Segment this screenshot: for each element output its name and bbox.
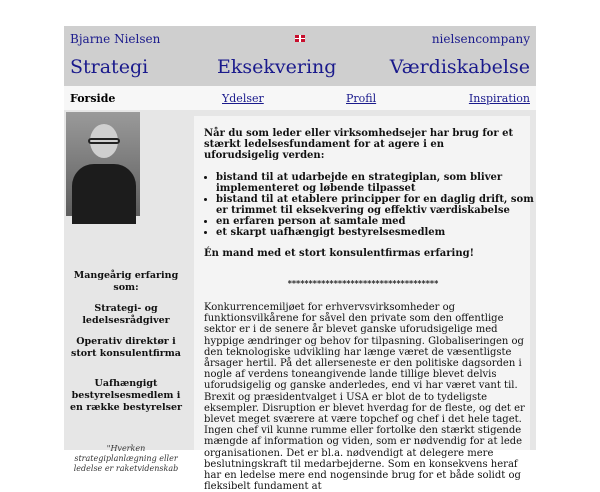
- service-list: [204, 172, 536, 238]
- sidebar-role-director: Operativ direktør i stort konsulentfirma: [71, 336, 181, 359]
- sidebar-role-advisor: Strategi- og ledelsesrådgiver: [82, 303, 170, 326]
- content-box: [194, 116, 534, 492]
- intro-text: Når du som leder eller virksomhedsejer har brug for et stærkt ledelsesfundament for at agere i en uforudsigelig verden:: [204, 128, 514, 161]
- sidebar: [64, 110, 188, 473]
- star-divider: ************************************: [287, 278, 439, 288]
- nav-item-forside[interactable]: Forside: [70, 92, 116, 105]
- sidebar-quote: "Hverken strategiplanlægning eller ledelse er raketvidenskab: [73, 444, 179, 473]
- list-item: • bistand til at etablere principper for en daglig drift, som er trimmet til eksekvering og effektiv værdiskabelse: [216, 194, 536, 216]
- list-item: • bistand til at udarbejde en strategiplan, som bliver implementeret og løbende tilpasset: [216, 172, 536, 194]
- site-header: [64, 26, 536, 86]
- nav-link-inspiration[interactable]: Inspiration: [468, 92, 530, 105]
- main-nav: [64, 86, 536, 110]
- uk-flag-icon[interactable]: [295, 35, 305, 42]
- sidebar-role-board: Uafhængigt bestyrelsesmedlem i en række bestyrelser: [69, 378, 183, 413]
- list-item: • en erfaren person at samtale med: [216, 216, 536, 227]
- owner-name[interactable]: Bjarne Nielsen: [70, 32, 161, 46]
- tagline-strategi: Strategi: [70, 56, 149, 78]
- portrait-photo: [66, 112, 140, 216]
- main-tagline: Én mand med et stort konsulentfirmas erfaring!: [204, 248, 475, 259]
- tagline-vaerdiskabelse: Værdiskabelse: [389, 56, 530, 78]
- sidebar-experience-heading: Mangeårig erfaring som:: [73, 270, 179, 293]
- company-name[interactable]: nielsencompany: [431, 32, 530, 46]
- list-item: • et skarpt uafhængigt bestyrelsesmedlem: [216, 227, 536, 238]
- main-content: [188, 110, 536, 492]
- tagline-eksekvering: Eksekvering: [217, 56, 337, 78]
- nav-link-profil[interactable]: Profil: [346, 92, 377, 105]
- body-paragraph: Konkurrencemiljøet for erhvervsvirksomheder og funktionsvilkårene for såvel den private som den offentlige sektor er i de senere år blevet ganske uforudsigelige med hyppige ændringer og behov for tilpasning. Globaliseringen og den teknologiske udvikling har længe været de væsentligste årsager hertil. På det allerseneste er den politiske dagsorden i nogle af verdens toneangivende lande tillige blevet delvis uforudsigelig og ganske anderledes, end vi har været vant til. Brexit og præsidentvalget i USA er blot de to tydeligste eksempler. Disruption er blevet hverdag for de fleste, og det er blevet meget sværere at være topchef og chef i det hele taget. Ingen chef vil kunne rumme eller fortolke den stærkt stigende mængde af information og viden, som er nødvendig for at lede organisationen. Det er bl.a. nødvendigt at delegere mere beslutningskraft til medarbejderne. Som en konsekvens heraf har en ledelse mere end nogensinde brug for et både solidt og fleksibelt fundament at: [204, 302, 525, 492]
- page-container: [64, 26, 536, 492]
- nav-link-ydelser[interactable]: Ydelser: [222, 92, 264, 105]
